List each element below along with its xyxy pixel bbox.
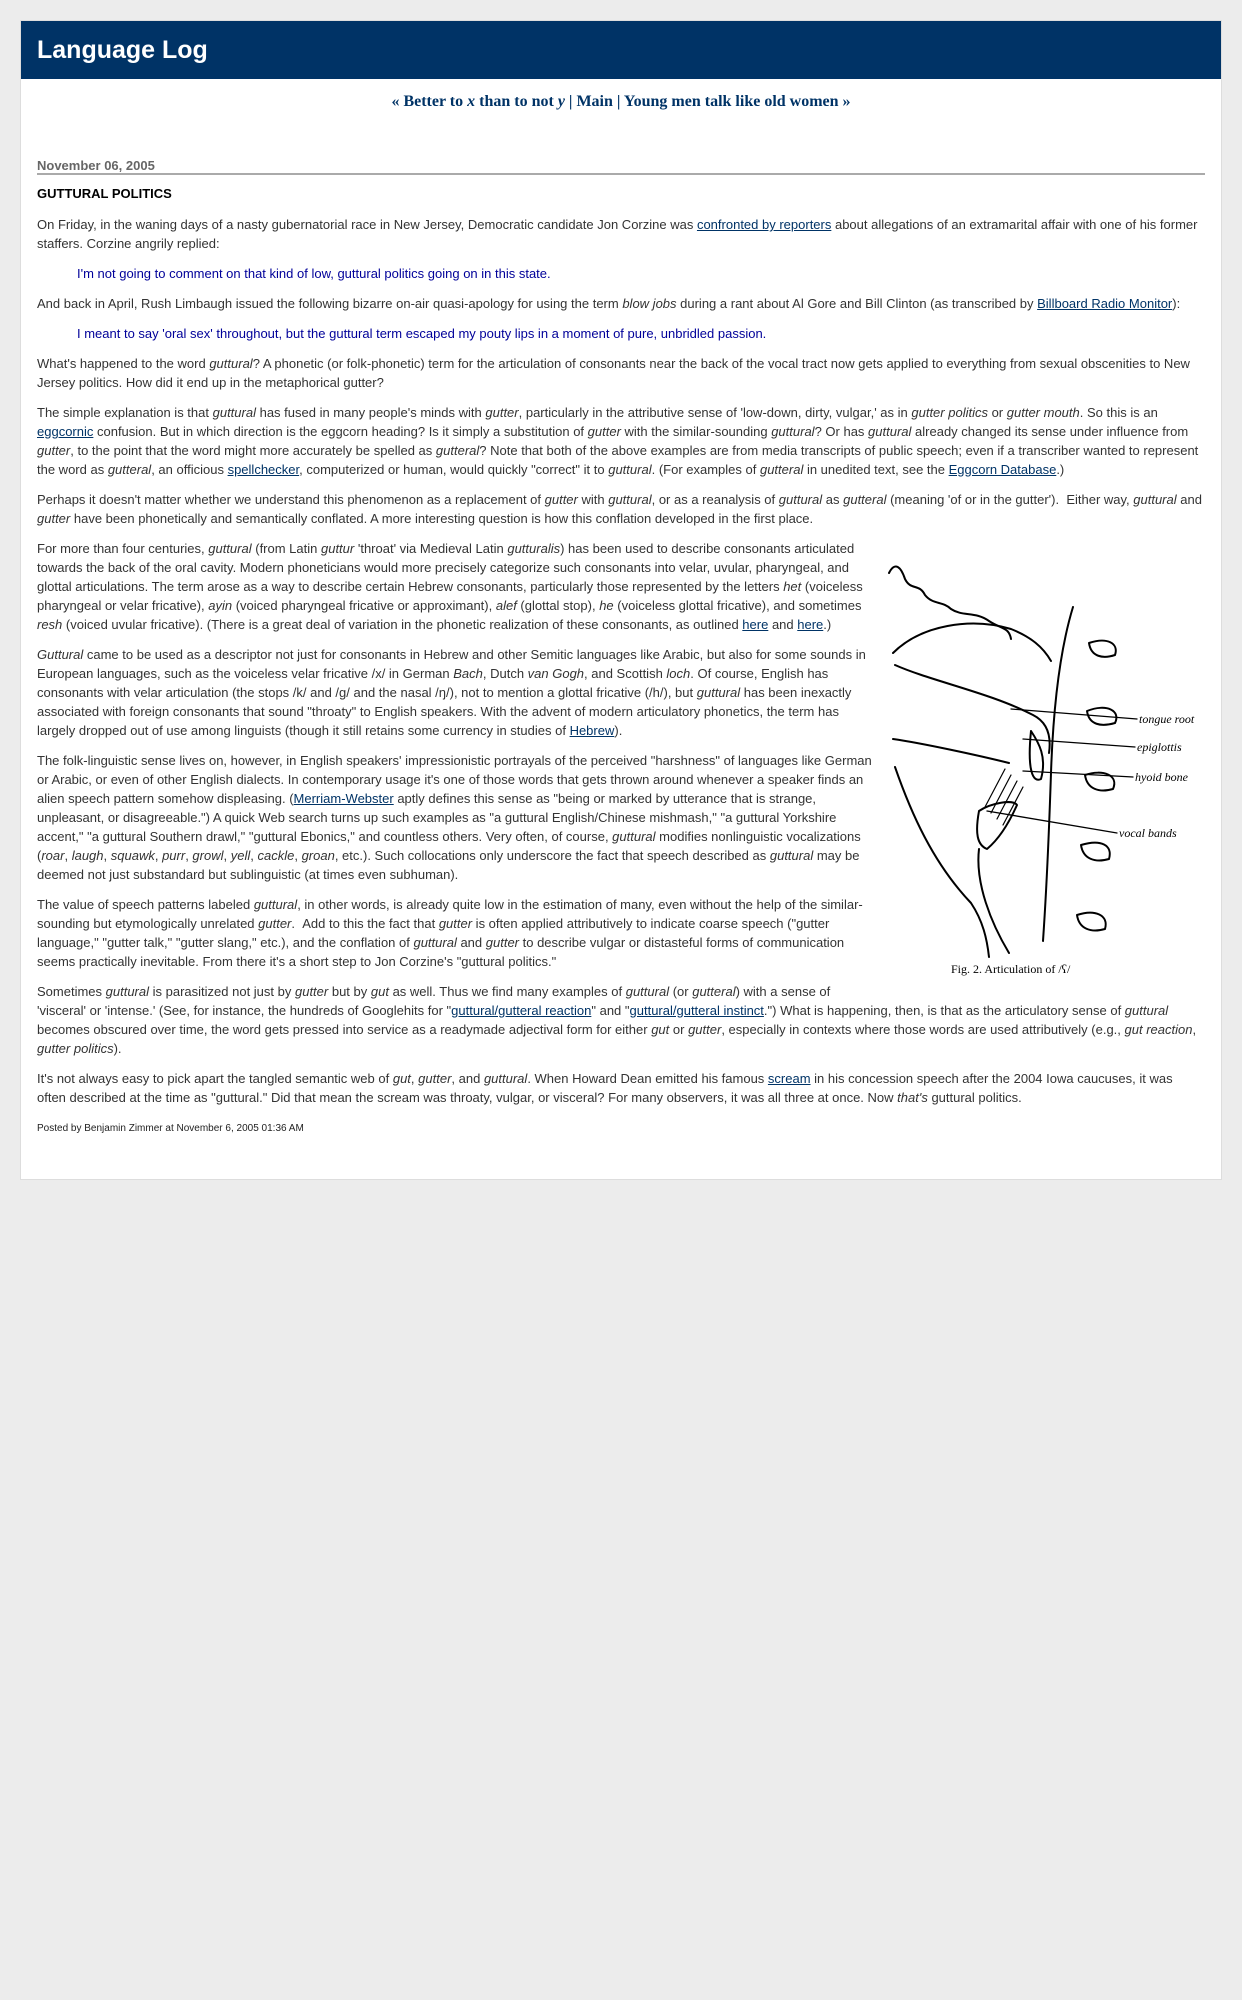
neck-front [895, 767, 989, 957]
here-link-2[interactable]: here [797, 617, 824, 632]
paragraph: The folk-linguistic sense lives on, however, in English speakers' impressionistic portrayals of the perceived "harshness" of languages like German or Arabic, or even of other English dialects. In contemporary usage it's one of those words that gets thrown around whenever a speaker finds an alien speech pattern somehow displeasing. (Merriam-Webster aptly defines this sense as "being or marked by utterance that is strange, unpleasant, or disagreeable.") A quick Web search turns up such examples as "a guttural English/Chinese mishmash," "a guttural Yorkshire accent," "a guttural Southern drawl," "guttural Ebonics," and countless others. Very often, of course, guttural modifies nonlinguistic vocalizations (roar, laugh, squawk, purr, growl, yell, cackle, groan, etc.). Such collocations only underscore the fact that speech described as guttural may be deemed not just substandard but sublinguistic (at times even subhuman). [37, 753, 872, 882]
site-title[interactable]: Language Log [37, 35, 208, 64]
spellchecker-link[interactable]: spellchecker [227, 462, 300, 477]
label-tongue-root: tongue root [1139, 712, 1195, 726]
corzine-quote: I'm not going to comment on that kind of low, guttural politics going on in this state. [77, 266, 551, 281]
paragraph: What's happened to the word guttural? A phonetic (or folk-phonetic) term for the articulation of consonants near the back of the vocal tract now gets applied to everything from sexual obscenities to New Jersey politics. How did it end up in the metaphorical gutter? [37, 356, 1190, 390]
jaw-line [893, 739, 1009, 763]
paragraph: Sometimes guttural is parasitized not just by gutter but by gut as well. Thus we find many examples of guttural (or gutteral) with a sense of 'visceral' or 'intense.' (See, for instance, the hundreds of Googlehits for "guttural/gutteral reaction" and "guttural/gutteral instinct.") What is happening, then, is that as the articulatory sense of guttural becomes obscured over time, the word gets pressed into service as a readymade adjectival form for either gut or gutter, especially in contexts where those words are used attributively (e.g., gut reaction, gutter politics). [37, 984, 1197, 1056]
next-post-link[interactable]: Young men talk like old women » [623, 93, 851, 110]
reaction-link[interactable]: guttural/gutteral reaction [451, 1003, 592, 1018]
trachea-front [978, 849, 1009, 953]
merriam-webster-link[interactable]: Merriam-Webster [293, 791, 394, 806]
label-vocal-bands: vocal bands [1119, 826, 1177, 840]
paragraph: On Friday, in the waning days of a nasty gubernatorial race in New Jersey, Democratic candidate Jon Corzine was confronted by reporters about allegations of an extramarital affair with one of his former staffers. Corzine angrily replied: [37, 217, 1198, 251]
nasal-outline [889, 566, 1011, 639]
paragraph: It's not always easy to pick apart the tangled semantic web of gut, gutter, and guttural. When Howard Dean emitted his famous scream in his concession speech after the 2004 Iowa caucuses, it was often described at the time as "guttural." Did that mean the scream was throaty, vulgar, or visceral? For many observers, it was all three at once. Now that's guttural politics. [37, 1071, 1173, 1105]
here-link-1[interactable]: here [742, 617, 769, 632]
palate-curve [893, 624, 1051, 661]
prev-post-link[interactable]: « Better to x than to not y [391, 93, 565, 110]
paragraph: And back in April, Rush Limbaugh issued the following bizarre on-air quasi-apology for using the term blow jobs during a rant about Al Gore and Bill Clinton (as transcribed by Billboard Radio Monitor): [37, 296, 1181, 311]
vertebra-4 [1081, 843, 1110, 861]
eggcorn-database-link[interactable]: Eggcorn Database [948, 462, 1057, 477]
paragraph: For more than four centuries, guttural (from Latin guttur 'throat' via Medieval Latin gutturalis) has been used to describe consonants articulated towards the back of the oral cavity. Modern phoneticians would more precisely categorize such consonants into velar, uvular, pharyngeal, and glottal articulations. The term arose as a way to describe certain Hebrew consonants, particularly those represented by the letters het (voiceless pharyngeal or velar fricative), ayin (voiced pharyngeal fricative or approximant), alef (glottal stop), he (voiceless glottal fricative), and sometimes resh (voiced uvular fricative). (There is a great deal of variation in the phonetic realization of these consonants, as outlined here and here.) [37, 541, 863, 632]
paragraph: Perhaps it doesn't matter whether we understand this phenomenon as a replacement of gutter with guttural, or as a reanalysis of guttural as gutteral (meaning 'of or in the gutter'). Either way, guttural and gutter have been phonetically and semantically conflated. A more interesting question is how this conflation developed in the first place. [37, 492, 1202, 526]
main-link[interactable]: Main [576, 93, 613, 110]
page-container [20, 20, 1222, 1180]
post-navigation: « Better to x than to not y | Main | Young men talk like old women » [391, 93, 851, 110]
post-footer: Posted by Benjamin Zimmer at November 6, 2005 01:36 AM [37, 1123, 304, 1134]
site-banner [21, 21, 1221, 79]
confronted-link[interactable]: confronted by reporters [696, 217, 832, 232]
scream-link[interactable]: scream [767, 1071, 811, 1086]
label-hyoid-bone: hyoid bone [1135, 770, 1188, 784]
billboard-link[interactable]: Billboard Radio Monitor [1037, 296, 1173, 311]
articulation-figure [881, 543, 1211, 983]
date-header: November 06, 2005 [37, 158, 1205, 175]
hebrew-link[interactable]: Hebrew [569, 723, 615, 738]
vertebra-1 [1089, 641, 1116, 657]
post-content [37, 158, 1205, 1134]
paragraph: The simple explanation is that guttural has fused in many people's minds with gutter, particularly in the attributive sense of 'low-down, dirty, vulgar,' as in gutter politics or gutter mouth. So this is an eggcornic confusion. But in which direction is the eggcorn heading? Is it simply a substitution of gutter with the similar-sounding guttural? Or has guttural already changed its sense under influence from gutter, to the point that the word might more accurately be spelled as gutteral? Note that both of the above examples are from media transcripts of public speech; even if a transcriber wanted to represent the word as gutteral, an officious spellchecker, computerized or human, would quickly "correct" it to guttural. (For examples of gutteral in unedited text, see the Eggcorn Database.) [37, 405, 1199, 477]
eggcornic-link[interactable]: eggcornic [37, 424, 94, 439]
paragraph: The value of speech patterns labeled guttural, in other words, is already quite low in the estimation of many, even without the help of the similar-sounding but etymologically unrelated gutter. Add to this the fact that gutter is often applied attributively to indicate coarse speech ("gutter language," "gutter talk," "gutter slang," etc.), and the conflation of guttural and gutter to describe vulgar or distasteful forms of communication seems practically inevitable. From there it's a short step to Jon Corzine's "guttural politics." [37, 897, 863, 969]
vertebra-5 [1077, 913, 1106, 931]
paragraph: Guttural came to be used as a descriptor not just for consonants in Hebrew and other Semitic languages like Arabic, but also for some sounds in European languages, such as the voiceless velar fricative /x/ in German Bach, Dutch van Gogh, and Scottish loch. Of course, English has consonants with velar articulation (the stops /k/ and /g/ and the nasal /ŋ/), not to mention a glottal fricative (/h/), but guttural has been inexactly associated with foreign consonants that sound "throaty" to English speakers. With the advent of modern articulatory phonetics, the term has largely dropped out of use among linguists (though it still retains some currency in studies of Hebrew). [37, 647, 866, 738]
post-title: GUTTURAL POLITICS [37, 186, 172, 201]
label-epiglottis: epiglottis [1137, 740, 1182, 754]
limbaugh-quote: I meant to say 'oral sex' throughout, but the guttural term escaped my pouty lips in a moment of pure, unbridled passion. [77, 326, 767, 341]
figure-caption: Fig. 2. Articulation of /ʕ/ [951, 962, 1071, 976]
instinct-link[interactable]: guttural/gutteral instinct [629, 1003, 764, 1018]
